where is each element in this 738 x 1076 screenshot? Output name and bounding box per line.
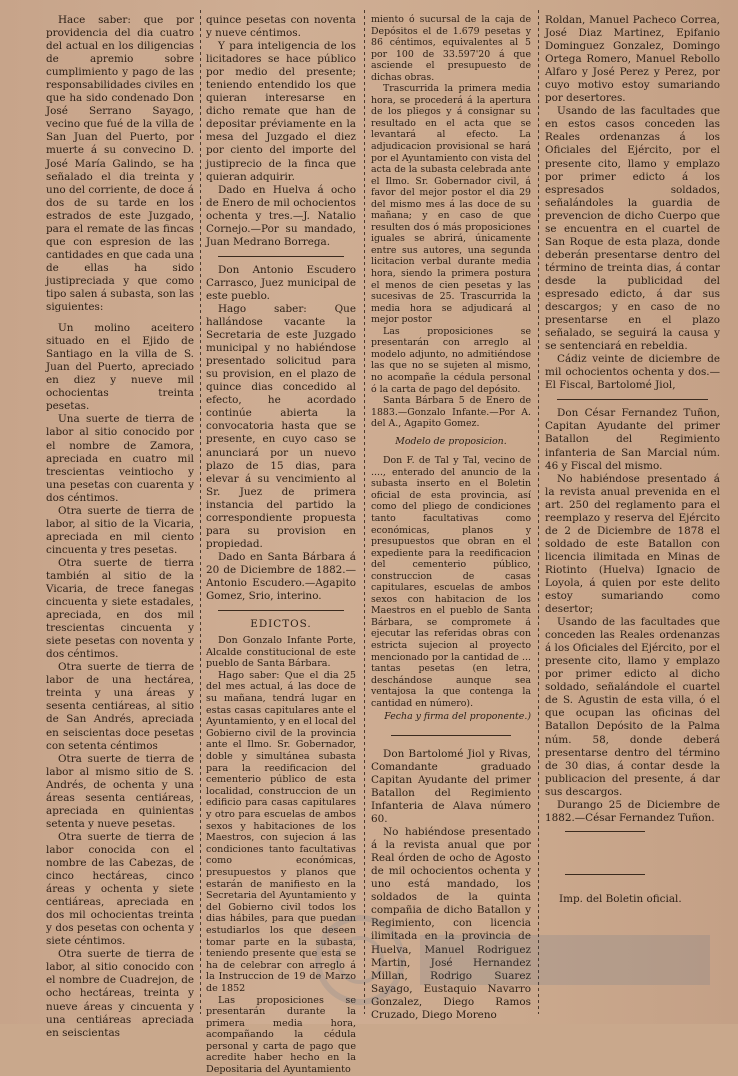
paragraph: Roldan, Manuel Pacheco Correa, José Diaz Martinez, Epifanio Dominguez Gonzalez, Domingo Ortega Romero, Manuel Rebollo Alfaro y José Perez y Perez, por cuyo motivo estoy sumariando por desertores. [545,14,720,105]
print-ornament [565,831,645,875]
paragraph: Durango 25 de Diciembre de 1882.—César Fernandez Tuñon. [545,798,720,824]
section-divider [218,610,344,611]
paragraph: miento ó sucursal de la caja de Depósitos el de 1.679 pesetas y 86 céntimos, equivalentes al 5 por 100 de 33.597'20 á que asciende el presupuesto de dichas obras. [371,14,531,83]
paragraph: Cádiz veinte de diciembre de mil ochocientos ochenta y dos.—El Fiscal, Bartolomé Jiol, [545,353,720,392]
paragraph: Otra suerte de tierra también al sitio de la Vicaria, de trece fanegas cincuenta y siete estadales, apreciada, en dos mil trescientas cincuenta y siete pesetas con noventa y dos céntimos. [46,556,194,661]
paragraph: Y para inteligencia de los licitadores se hace público por medio del presente; teniendo entendido los que quieran interesarse en dicho remate que han de depositar préviamente en la mesa del Juzgado el diez por ciento del importe del justiprecio de la finca que quieran adquirir. [206,40,356,183]
paragraph: Las proposiciones se presentarán durante la primera media hora, acompañando la cédula personal y carta de pago que acredite haber hecho en la Depositaria del Ayuntamiento [206,994,356,1076]
paragraph: Usando de las facultades que en estos casos conceden las Reales ordenanzas á los Oficiales del Ejército, por el presente cito, llamo y emplazo por primer edicto á los espresados soldados, señalándoles la guardia de prevencion de dicho Cuerpo que se encuentra en el cuartel de San Roque de esta plaza, donde deberán presentarse dentro del término de treinta dias, á contar desde la publicidad del espresado edicto, á dar sus descargos; y en caso de no presentarse en el plazo señalado, se seguirá la causa y se sentenciará en rebeldia. [545,105,720,353]
model-heading: Modelo de proposicion. [395,435,507,447]
paragraph: No habiéndose presentado á la revista anual que por Real órden de ocho de Agosto de mil ochocientos ochenta y uno está mandado, los soldados de la quinta compañia de dicho Batallon y Regimiento, con licencia ilimitada en la provincia de Huelva, Manuel Rodriguez Martin, José Hernandez Millan, Rodrigo Suarez Sayago, Eustaquio Navarro Gonzalez, Diego Ramos Cruzado, Diego Moreno [371,826,531,1021]
paragraph: Hago saber: Que hallándose vacante la Secretaria de este Juzgado municipal y no habiéndose presentado solicitud para su provision, en el plazo de quince dias concedido al efecto, he acordado continúe abierta la convocatoria hasta que se presente, en cuyo caso se anunciará por un nuevo plazo de 15 dias, para elevar á su vencimiento al Sr. Juez de primera instancia del partido la correspondiente propuesta para su provision en propiedad. [206,302,356,550]
paragraph: Una suerte de tierra de labor al sitio conocido por el nombre de Zamora, apreciada en cuatro mil trescientas veintiocho y una pesetas con cuarenta y dos céntimos. [46,413,194,504]
paragraph: Don Bartolomé Jiol y Rivas, Comandante graduado Capitan Ayudante del primer Batallon del Regimiento Infanteria de Alava número 60. [371,747,531,826]
section-divider [557,399,708,400]
column-1 [46,14,194,1039]
column-divider [538,10,539,1014]
paragraph: No habiéndose presentado á la revista anual prevenida en el art. 250 del reglamento para el reemplazo y reserva del Ejército de 2 de Diciembre de 1878 el soldado de este Batallon con licencia ilimitada en Minas de Riotinto (Huelva) Ignacio de Loyola, á quien por este delito estoy sumariando como desertor; [545,472,720,616]
paragraph: Las proposiciones se presentarán con arreglo al modelo adjunto, no admitiéndose las que no se sujeten al mismo, no acompañe la cédula personal ó la carta de pago del depósito. [371,325,531,395]
paragraph: Otra suerte de tierra de labor conocida con el nombre de las Cabezas, de cinco hectáreas, cinco áreas y ochenta y siete centiáreas, apreciada en dos mil ochocientas treinta y dos pesetas con ochenta y siete céntimos. [46,830,194,948]
paragraph: Don F. de Tal y Tal, vecino de ...., enterado del anuncio de la subasta inserto en el Boletin oficial de esta provincia, así como del pliego de condiciones tanto facultativas como económicas, planos y presupuestos que obran en el expediente para la reedificacion del cementerio público, construccion de casas capitulares, escuelas de ambos sexos con habitacion de los Maestros en el pueblo de Santa Bárbara, se compromete á ejecutar las referidas obras con estricta sujecion al proyecto mencionado por la cantidad de ... tantas pesetas (en letra, deschándose aunque sea ventajosa la que contenga la cantidad en número). [371,455,531,709]
paragraph: Don César Fernandez Tuñon, Capitan Ayudante del primer Batallon del Regimiento infanteria de San Marcial núm. 46 y Fiscal del mismo. [545,407,720,472]
paragraph: Don Gonzalo Infante Porte, Alcalde constitucional de este pueblo de Santa Bárbara. [206,635,356,670]
column-divider [200,10,201,1014]
section-divider [218,256,344,257]
paragraph: Hace saber: que por providencia del dia cuatro del actual en los diligencias de apremio sobre cumplimiento y pago de las responsabilidades civiles en que ha sido condenado Don José Serrano Sayago, vecino que fué de la villa de San Juan del Puerto, por muerte á su convecino D. José María Galindo, se ha señalado el dia treinta y uno del corriente, de doce á dos de su tarde en los estrados de este Juzgado, para el remate de las fincas que con espresion de las cantidades en que cada una de ellas ha sido justipreciada y que como tipo salen á subasta, son las siguientes: [46,14,194,314]
column-4 [545,14,720,1010]
paragraph: Un molino aceitero situado en el Ejido de Santiago en la villa de S. Juan del Puerto, apreciado en diez y nueve mil ochocientas treinta pesetas. [46,322,194,413]
printer-credit: Imp. del Boletin oficial. [559,892,682,905]
section-heading: EDICTOS. [250,618,312,631]
paragraph: Don Antonio Escudero Carrasco, Juez municipal de este pueblo. [206,263,356,302]
column-divider [364,10,365,1014]
paragraph: Trascurrida la primera media hora, se procederá á la apertura de los pliegos y á consignar su resultado en el acta que se levantará al efecto. La adjudicacion provisional se hará por el Ayuntamiento con vista del acta de la subasta celebrada ante el Ilmo. Sr. Gobernador civil, á favor del mejor postor el dia 29 del mismo mes á las doce de su mañana; y en caso de que resulten dos ó más proposiciones iguales se abrirá, únicamente entre sus autores, una segunda licitacion verbal durante media hora, siendo la primera postura el menos de cien pesetas y las sucesivas de 25. Trascurrida la media hora se adjudicará al mejor postor [371,83,531,326]
paragraph: Otra suerte de tierra de labor, al sitio de la Vicaria, apreciada en mil ciento cincuenta y tres pesetas. [46,504,194,556]
paragraph: Usando de las facultades que conceden las Reales ordenanzas á los Oficiales del Ejército, por el presente cito, llamo y emplazo por primer edicto al dicho soldado, señalándole el cuartel de S. Agustin de esta villa, ó el que ocupan las oficinas del Batallon Depósito de la Palma núm. 58, donde deberá presentarse dentro del término de 30 dias, á contar desde la publicacion del presente, á dar sus descargos. [545,616,720,798]
paragraph: Otra suerte de tierra de labor de una hectárea, treinta y una áreas y sesenta centiáreas, al sitio de San Andrés, apreciada en seiscientas doce pesetas con setenta céntimos [46,661,194,752]
paragraph: Santa Bárbara 5 de Enero de 1883.—Gonzalo Infante.—Por A. del A., Agapito Gomez. [371,395,531,430]
column-2 [206,14,356,1076]
paragraph: quince pesetas con noventa y nueve céntimos. [206,14,356,40]
section-divider [391,735,511,736]
paragraph: Hago saber: Que el dia 25 del mes actual, á las doce de su mañana, tendrá lugar en estas casas capitulares ante el Ayuntamiento, y en el local del Gobierno civil de la provincia ante el Ilmo. Sr. Gobernador, doble y simultánea subasta para la reedificacion del cementerio público de esta localidad, construccion de un edificio para casas capitulares y otro para escuelas de ambos sexos y habitaciones de los Maestros, con sujecion á las condiciones tanto facultativas como económicas, presupuestos y planos que estarán de manifiesto en la Secretaria del Ayuntamiento y del Gobierno civil todos los dias hábiles, para que puedan estudiarlos los que deseen tomar parte en la subasta, teniendo presente que esta se ha de celebrar con arreglo á la Instruccion de 19 de Marzo de 1852 [206,669,356,994]
signature-line: Fecha y firma del proponente.) [384,711,531,723]
paragraph: Dado en Huelva á ocho de Enero de mil ochocientos ochenta y tres.—J. Natalio Cornejo.—Por su mandado, Juan Medrano Borrega. [206,183,356,248]
column-3 [371,14,531,1021]
paragraph: Dado en Santa Bárbara á 20 de Diciembre de 1882.— Antonio Escudero.—Agapito Gomez, Srio, interino. [206,550,356,603]
paragraph: Otra suerte de tierra de labor al mismo sitio de S. Andrés, de ochenta y una áreas sesenta centiáreas, apreciada en quinientas setenta y nueve pesetas. [46,752,194,830]
paragraph: Otra suerte de tierra de labor, al sitio conocido con el nombre de Cuadrejon, de ocho hectáreas, treinta y nueve áreas y cincuenta y una centiáreas apreciada en seiscientas [46,948,194,1039]
